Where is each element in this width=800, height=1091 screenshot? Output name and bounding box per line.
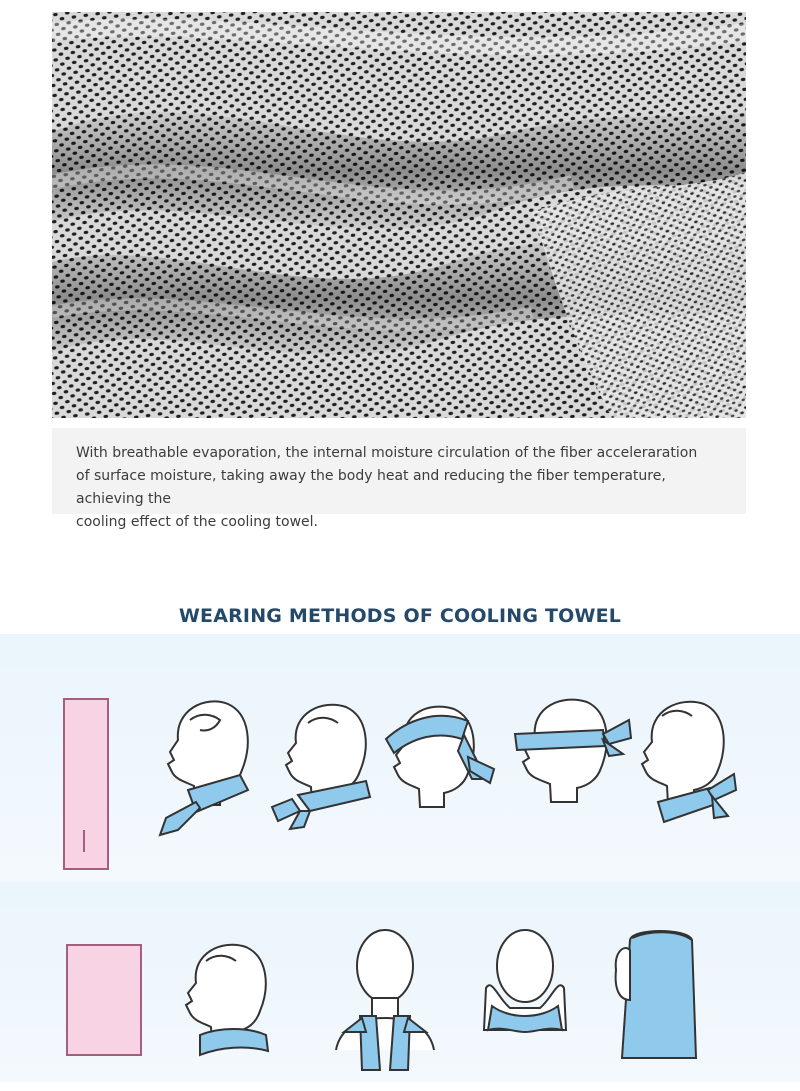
headband-icon <box>378 695 498 835</box>
face-mask-wrap-icon <box>600 920 710 1070</box>
caption-line-2: of surface moisture, taking away the body heat and reducing the fiber temperature, achieving the <box>76 468 666 507</box>
blindfold-wrap-icon <box>505 690 635 830</box>
caption-line-1: With breathable evaporation, the internal moisture circulation of the fiber acceleraration <box>76 445 698 461</box>
unfolded-towel-icon <box>66 944 142 1056</box>
hooded-cowl-icon <box>470 920 580 1070</box>
folded-towel-icon <box>63 698 109 870</box>
neck-knot-back-icon <box>630 690 745 835</box>
shoulder-drape-icon <box>330 920 440 1080</box>
neck-gaiter-icon <box>170 935 280 1075</box>
scarf-tie-side-icon <box>150 690 260 840</box>
caption-text <box>76 442 736 534</box>
caption-panel <box>52 428 746 530</box>
section-title: WEARING METHODS OF COOLING TOWEL <box>178 605 622 627</box>
fold-line <box>83 830 85 852</box>
mesh-fabric-photo <box>52 12 746 418</box>
caption-line-3: cooling effect of the cooling towel. <box>76 514 318 530</box>
scarf-tie-front-icon <box>270 695 380 835</box>
